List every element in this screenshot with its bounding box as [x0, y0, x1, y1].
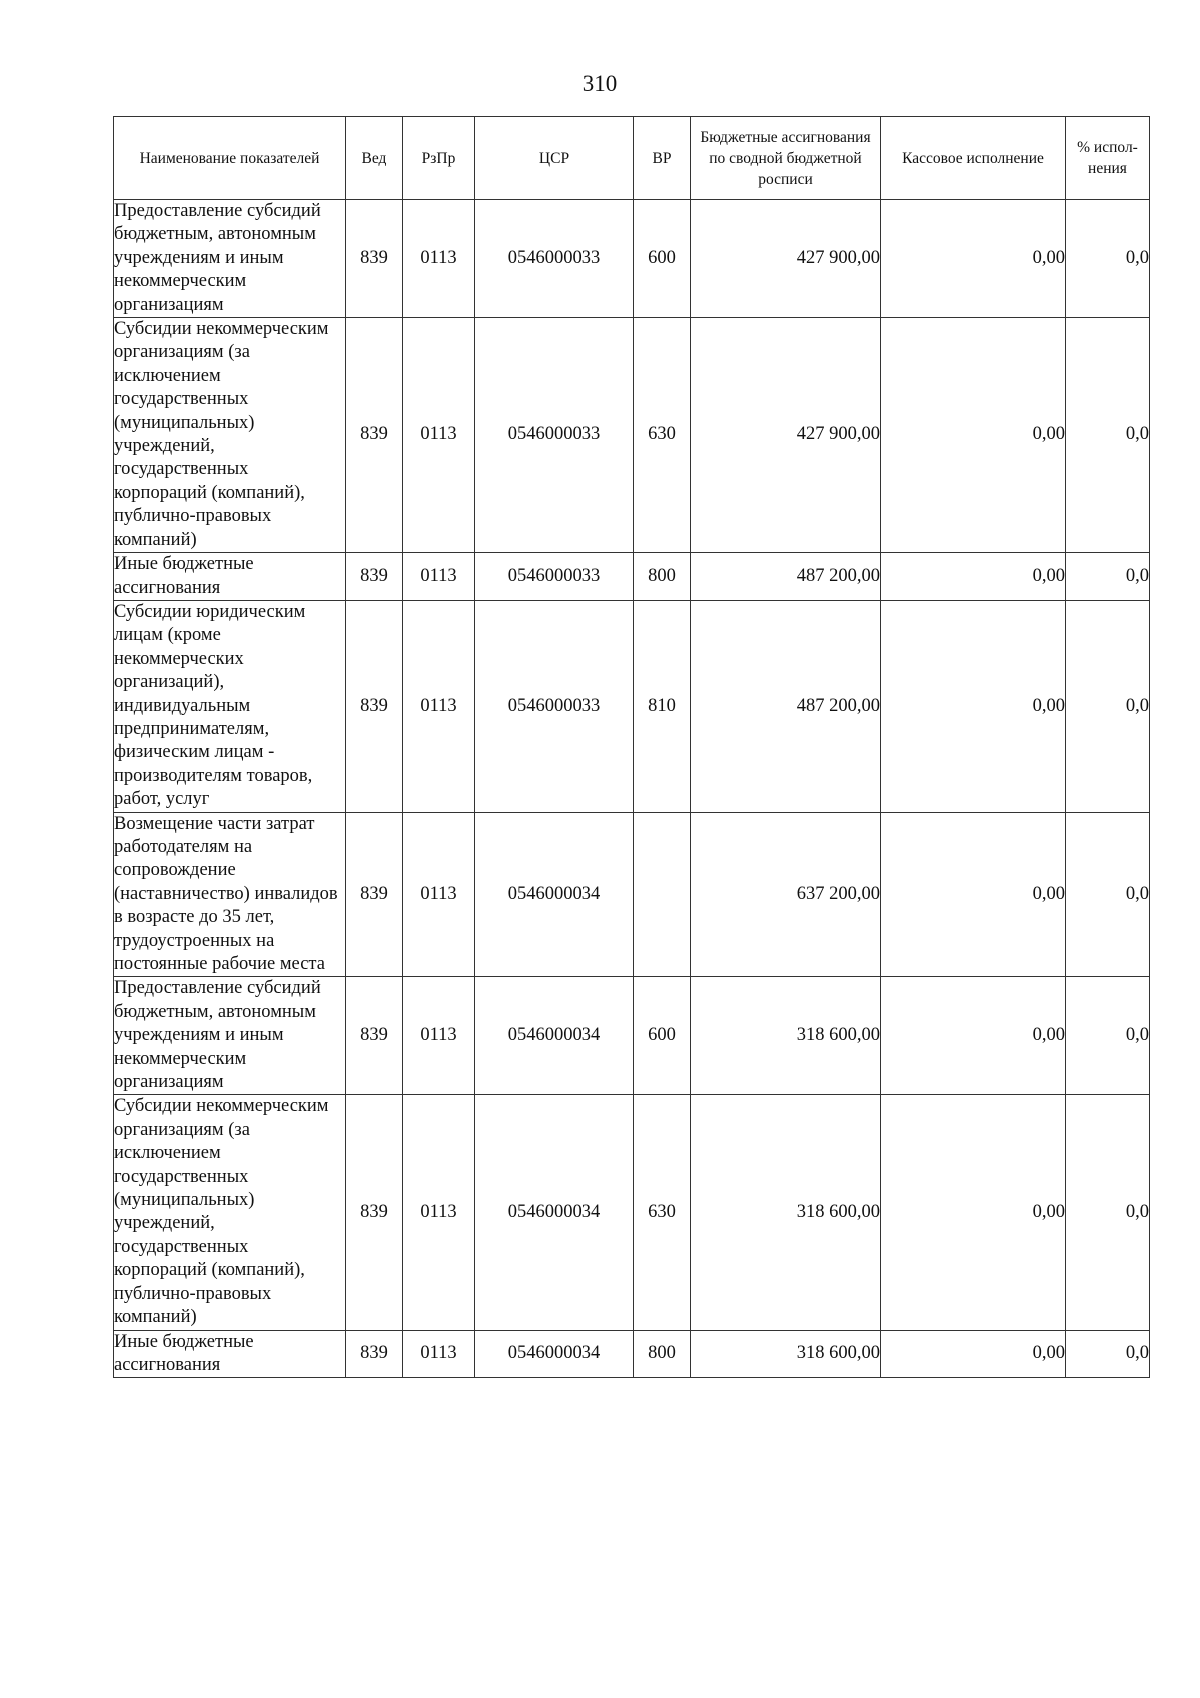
row-pct: 0,0: [1066, 600, 1150, 812]
table-row: [114, 600, 1150, 812]
row-name: Субсидии некоммерческим организациям (за исключением государственных (муниципальных) учреждений, государственных корпораций (компаний), публично-правовых компаний): [114, 318, 346, 553]
table-row: [114, 977, 1150, 1095]
row-csr: 0546000034: [475, 1330, 634, 1378]
row-vr: 810: [634, 600, 691, 812]
row-rzpr: 0113: [403, 977, 475, 1095]
row-ved: 839: [346, 318, 403, 553]
row-pct: 0,0: [1066, 318, 1150, 553]
table-header-row: [114, 117, 1150, 200]
header-csr: ЦСР: [475, 117, 634, 200]
row-rzpr: 0113: [403, 318, 475, 553]
row-name: Иные бюджетные ассигнования: [114, 1330, 346, 1378]
budget-execution-table: [113, 116, 1150, 1378]
row-name: Иные бюджетные ассигнования: [114, 553, 346, 601]
row-budget: 427 900,00: [691, 200, 881, 318]
row-vr: 800: [634, 1330, 691, 1378]
table-row: [114, 318, 1150, 553]
table-row: [114, 553, 1150, 601]
row-csr: 0546000033: [475, 318, 634, 553]
row-csr: 0546000034: [475, 1095, 634, 1330]
row-csr: 0546000034: [475, 812, 634, 977]
header-rzpr: РзПр: [403, 117, 475, 200]
row-vr: 630: [634, 1095, 691, 1330]
header-ved: Вед: [346, 117, 403, 200]
row-ved: 839: [346, 553, 403, 601]
row-rzpr: 0113: [403, 812, 475, 977]
table-row: [114, 1330, 1150, 1378]
row-budget: 318 600,00: [691, 977, 881, 1095]
row-cash: 0,00: [881, 1095, 1066, 1330]
row-cash: 0,00: [881, 812, 1066, 977]
table-row: [114, 1095, 1150, 1330]
row-ved: 839: [346, 1330, 403, 1378]
row-budget: 318 600,00: [691, 1330, 881, 1378]
row-name: Субсидии некоммерческим организациям (за исключением государственных (муниципальных) учреждений, государственных корпораций (компаний), публично-правовых компаний): [114, 1095, 346, 1330]
row-rzpr: 0113: [403, 1330, 475, 1378]
row-name: Предоставление субсидий бюджетным, автономным учреждениям и иным некоммерческим организациям: [114, 200, 346, 318]
row-vr: [634, 812, 691, 977]
row-pct: 0,0: [1066, 1330, 1150, 1378]
row-rzpr: 0113: [403, 200, 475, 318]
row-name: Субсидии юридическим лицам (кроме некоммерческих организаций), индивидуальным предпринимателям, физическим лицам - производителям товаров, работ, услуг: [114, 600, 346, 812]
row-cash: 0,00: [881, 200, 1066, 318]
page-number: 310: [582, 71, 618, 96]
row-budget: 637 200,00: [691, 812, 881, 977]
header-vr: ВР: [634, 117, 691, 200]
row-budget: 318 600,00: [691, 1095, 881, 1330]
row-pct: 0,0: [1066, 812, 1150, 977]
row-ved: 839: [346, 812, 403, 977]
table-row: [114, 812, 1150, 977]
row-cash: 0,00: [881, 318, 1066, 553]
row-vr: 600: [634, 200, 691, 318]
row-cash: 0,00: [881, 1330, 1066, 1378]
row-pct: 0,0: [1066, 977, 1150, 1095]
row-budget: 427 900,00: [691, 318, 881, 553]
row-cash: 0,00: [881, 977, 1066, 1095]
header-pct: % испол-нения: [1066, 117, 1150, 200]
row-csr: 0546000033: [475, 600, 634, 812]
row-ved: 839: [346, 1095, 403, 1330]
row-csr: 0546000034: [475, 977, 634, 1095]
row-vr: 800: [634, 553, 691, 601]
row-rzpr: 0113: [403, 553, 475, 601]
row-name: Предоставление субсидий бюджетным, автономным учреждениям и иным некоммерческим организациям: [114, 977, 346, 1095]
row-pct: 0,0: [1066, 1095, 1150, 1330]
row-name: Возмещение части затрат работодателям на сопровождение (наставничество) инвалидов в возрасте до 35 лет, трудоустроенных на постоянные рабочие места: [114, 812, 346, 977]
row-pct: 0,0: [1066, 553, 1150, 601]
row-csr: 0546000033: [475, 200, 634, 318]
table-row: [114, 200, 1150, 318]
row-cash: 0,00: [881, 600, 1066, 812]
row-budget: 487 200,00: [691, 600, 881, 812]
row-ved: 839: [346, 200, 403, 318]
row-vr: 600: [634, 977, 691, 1095]
row-budget: 487 200,00: [691, 553, 881, 601]
row-pct: 0,0: [1066, 200, 1150, 318]
row-rzpr: 0113: [403, 1095, 475, 1330]
row-ved: 839: [346, 600, 403, 812]
header-budget: Бюджетные ассигнования по сводной бюджетной росписи: [691, 117, 881, 200]
header-cash: Кассовое исполнение: [881, 117, 1066, 200]
header-name: Наименование показателей: [114, 117, 346, 200]
row-csr: 0546000033: [475, 553, 634, 601]
row-rzpr: 0113: [403, 600, 475, 812]
row-vr: 630: [634, 318, 691, 553]
row-ved: 839: [346, 977, 403, 1095]
row-cash: 0,00: [881, 553, 1066, 601]
